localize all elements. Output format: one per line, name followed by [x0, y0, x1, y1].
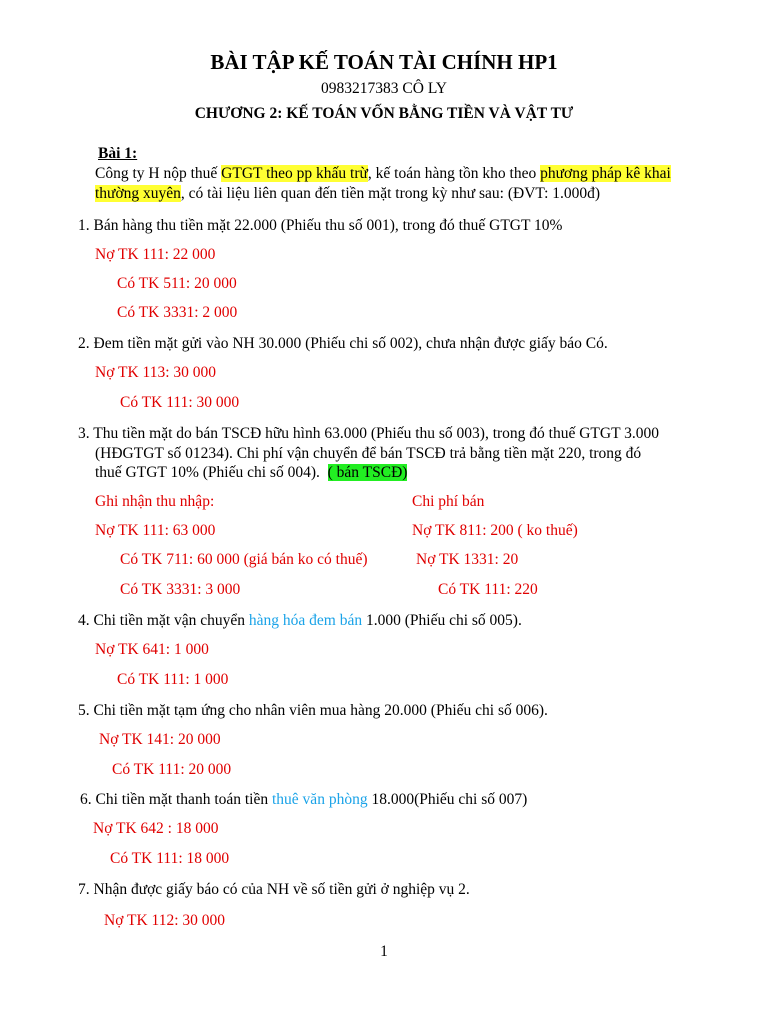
item-3-text: thuế GTGT 10% (Phiếu chi số 004). — [95, 464, 320, 481]
highlight-asset-sale: ( bán TSCĐ) — [327, 464, 408, 481]
item-6-text: 18.000(Phiếu chi số 007) — [367, 791, 528, 808]
entry-credit: Có TK 111: 18 000 — [110, 850, 230, 867]
entry-credit: Có TK 3331: 3 000 — [120, 581, 241, 598]
item-4-text: 4. Chi tiền mặt vận chuyển — [78, 612, 249, 629]
exercise-label: Bài 1: — [98, 145, 138, 162]
item-3-line-1: 3. Thu tiền mặt do bán TSCĐ hữu hình 63.000 (Phiếu thu số 003), trong đó thuế GTGT 3.000 — [78, 425, 660, 442]
highlight-office-rent: thuê văn phòng — [272, 791, 368, 808]
entry-debit: Nợ TK 1331: 20 — [416, 551, 519, 568]
entry-credit: Có TK 111: 30 000 — [120, 394, 240, 411]
highlight-vat-method: GTGT theo pp khấu trừ — [221, 165, 368, 182]
intro-line-2 — [95, 184, 600, 204]
intro-text: Công ty H nộp thuế — [95, 165, 222, 182]
page-title: BÀI TẬP KẾ TOÁN TÀI CHÍNH HP1 — [210, 50, 558, 74]
cost-heading: Chi phí bán — [412, 493, 485, 510]
item-3-line-3 — [95, 463, 407, 483]
item-2: 2. Đem tiền mặt gửi vào NH 30.000 (Phiếu chi số 002), chưa nhận được giấy báo Có. — [78, 335, 608, 352]
item-4-text: 1.000 (Phiếu chi số 005). — [362, 612, 522, 629]
item-7: 7. Nhận được giấy báo có của NH về số tiền gửi ở nghiệp vụ 2. — [78, 881, 470, 898]
entry-debit: Nợ TK 113: 30 000 — [95, 364, 217, 381]
chapter-heading: CHƯƠNG 2: KẾ TOÁN VỐN BẰNG TIỀN VÀ VẬT TƯ — [194, 105, 574, 122]
page-number: 1 — [380, 943, 388, 960]
item-6 — [80, 790, 527, 810]
highlight-inventory-method: phương pháp kê khai — [540, 165, 671, 182]
entry-credit: Có TK 3331: 2 000 — [117, 304, 238, 321]
entry-debit: Nợ TK 811: 200 ( ko thuế) — [412, 522, 578, 539]
intro-text: , có tài liệu liên quan đến tiền mặt trong kỳ như sau: (ĐVT: 1.000đ) — [180, 185, 601, 202]
entry-credit: Có TK 511: 20 000 — [117, 275, 237, 292]
entry-credit: Có TK 711: 60 000 (giá bán ko có thuế) — [120, 551, 368, 568]
entry-credit: Có TK 111: 20 000 — [112, 761, 232, 778]
highlight-goods-sale: hàng hóa đem bán — [248, 612, 363, 629]
entry-debit: Nợ TK 641: 1 000 — [95, 641, 209, 658]
entry-credit: Có TK 111: 220 — [438, 581, 538, 598]
income-heading: Ghi nhận thu nhập: — [95, 493, 215, 510]
item-1: 1. Bán hàng thu tiền mặt 22.000 (Phiếu thu số 001), trong đó thuế GTGT 10% — [78, 217, 563, 234]
entry-debit: Nợ TK 112: 30 000 — [104, 912, 226, 929]
intro-text: , kế toán hàng tồn kho theo — [367, 165, 541, 182]
intro-line-1 — [95, 164, 671, 184]
entry-debit: Nợ TK 111: 22 000 — [95, 246, 216, 263]
entry-debit: Nợ TK 642 : 18 000 — [93, 820, 219, 837]
item-3-line-2: (HĐGTGT số 01234). Chi phí vận chuyển để bán TSCĐ trả bằng tiền mặt 220, trong đó — [95, 445, 642, 462]
item-6-text: 6. Chi tiền mặt thanh toán tiền — [80, 791, 272, 808]
contact-line: 0983217383 CÔ LY — [321, 80, 447, 97]
highlight-inventory-method-cont: thường xuyên — [95, 185, 181, 202]
entry-credit: Có TK 111: 1 000 — [117, 671, 229, 688]
entry-debit: Nợ TK 111: 63 000 — [95, 522, 216, 539]
item-4 — [78, 611, 522, 631]
entry-debit: Nợ TK 141: 20 000 — [99, 731, 221, 748]
item-5: 5. Chi tiền mặt tạm ứng cho nhân viên mua hàng 20.000 (Phiếu chi số 006). — [78, 702, 548, 719]
